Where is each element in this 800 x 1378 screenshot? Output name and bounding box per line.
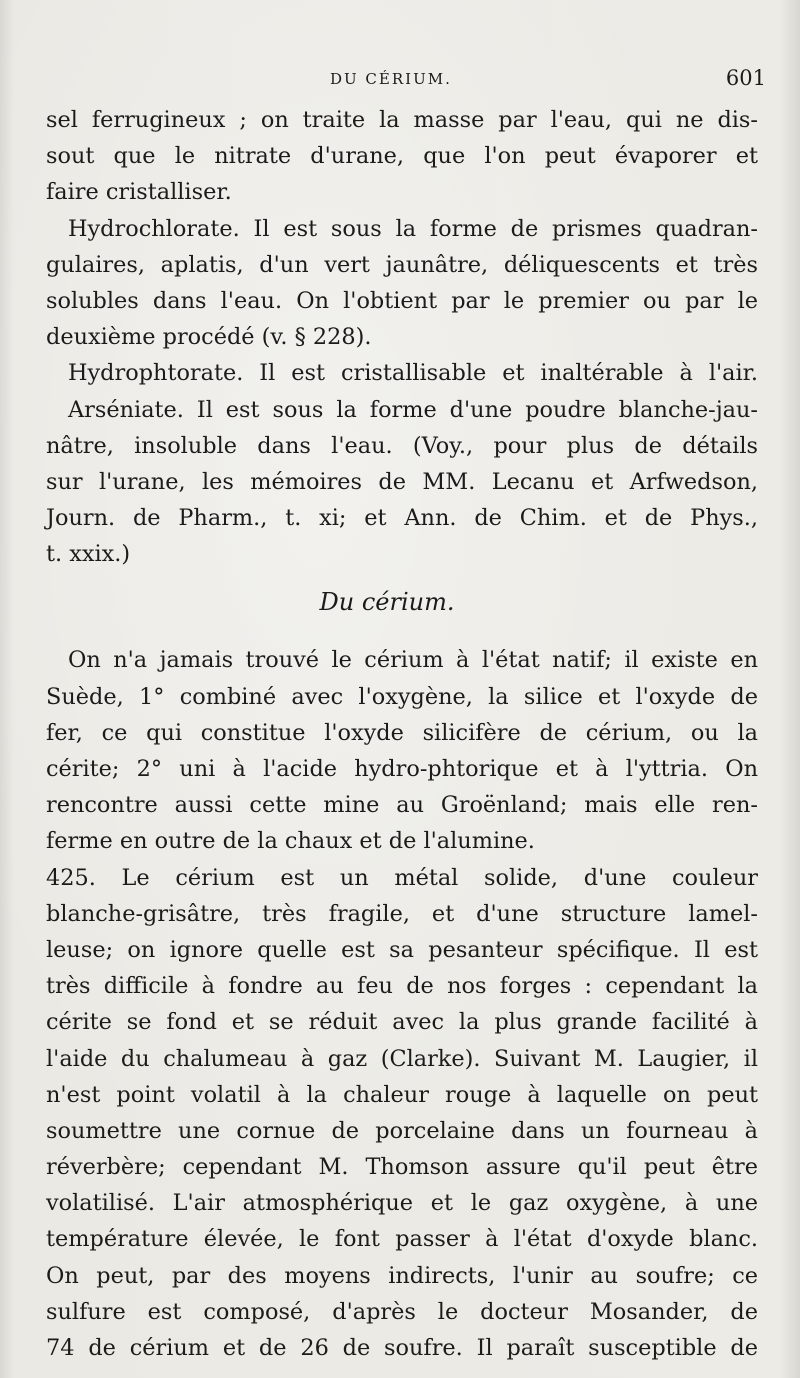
text-line: sulfure est composé, d'après le docteur Mosander, de <box>46 1298 758 1325</box>
page-header <box>0 66 800 96</box>
text-line: sout que le nitrate d'urane, que l'on peut évaporer et <box>46 143 758 170</box>
text-line: très difficile à fondre au feu de nos forges : cependant la <box>46 973 758 1000</box>
text-line: 425. Le cérium est un métal solide, d'une couleur <box>46 864 758 891</box>
text-line: cérite se fond et se réduit avec la plus grande facilité à <box>46 1009 758 1036</box>
text-line: soumettre une cornue de porcelaine dans un fourneau à <box>46 1117 758 1144</box>
text-line: cérite; 2° uni à l'acide hydro-phtorique et à l'yttria. On <box>46 756 758 782</box>
text-line: n'est point volatil à la chaleur rouge à laquelle on peut <box>46 1081 758 1108</box>
text-line: blanche-grisâtre, très fragile, et d'une structure lamel- <box>46 900 758 927</box>
section-spacer <box>46 632 758 642</box>
text-line: Arséniate. Il est sous la forme d'une poudre blanche-jau- <box>68 396 758 423</box>
text-line: rencontre aussi cette mine au Groënland; mais elle ren- <box>46 792 758 819</box>
text-line: On peut, par des moyens indirects, l'unir au soufre; ce <box>46 1262 758 1289</box>
text-line: 74 de cérium et de 26 de soufre. Il paraît susceptible de <box>46 1335 758 1361</box>
text-line: volatilisé. L'air atmosphérique et le gaz oxygène, à une <box>46 1190 758 1217</box>
text-line: On n'a jamais trouvé le cérium à l'état natif; il existe en <box>68 647 758 674</box>
text-line: faire cristalliser. <box>46 179 232 206</box>
text-line: Journ. de Pharm., t. xi; et Ann. de Chim. et de Phys., <box>46 505 758 532</box>
text-line: leuse; on ignore quelle est sa pesanteur spécifique. Il est <box>46 936 758 963</box>
text-line: l'aide du chalumeau à gaz (Clarke). Suivant M. Laugier, il <box>46 1045 758 1072</box>
text-line: sel ferrugineux ; on traite la masse par l'eau, qui ne dis- <box>46 107 758 133</box>
running-title: DU CÉRIUM. <box>330 70 452 88</box>
text-line: nâtre, insoluble dans l'eau. (Voy., pour plus de détails <box>46 432 758 459</box>
text-line: Suède, 1° combiné avec l'oxygène, la silice et l'oxyde de <box>46 683 758 710</box>
text-line: ferme en outre de la chaux et de l'alumine. <box>46 828 535 855</box>
page-number: 601 <box>725 66 766 90</box>
text-line: gulaires, aplatis, d'un vert jaunâtre, déliquescents et très <box>46 251 758 278</box>
text-line: température élevée, le font passer à l'état d'oxyde blanc. <box>46 1226 758 1253</box>
text-line: Hydrochlorate. Il est sous la forme de prismes quadran- <box>68 215 758 242</box>
text-line: Hydrophtorate. Il est cristallisable et inaltérable à l'air. <box>68 360 758 387</box>
text-line: deuxième procédé (v. § 228). <box>46 324 372 351</box>
text-line: t. xxix.) <box>46 541 131 568</box>
text-line: réverbère; cependant M. Thomson assure qu'il peut être <box>46 1154 758 1181</box>
section-title: Du cérium. <box>319 588 455 617</box>
body-text <box>46 102 758 1366</box>
text-line: solubles dans l'eau. On l'obtient par le premier ou par le <box>46 287 758 314</box>
text-line: sur l'urane, les mémoires de MM. Lecanu et Arfwedson, <box>46 468 758 495</box>
text-line: fer, ce qui constitue l'oxyde silicifère de cérium, ou la <box>46 719 758 746</box>
